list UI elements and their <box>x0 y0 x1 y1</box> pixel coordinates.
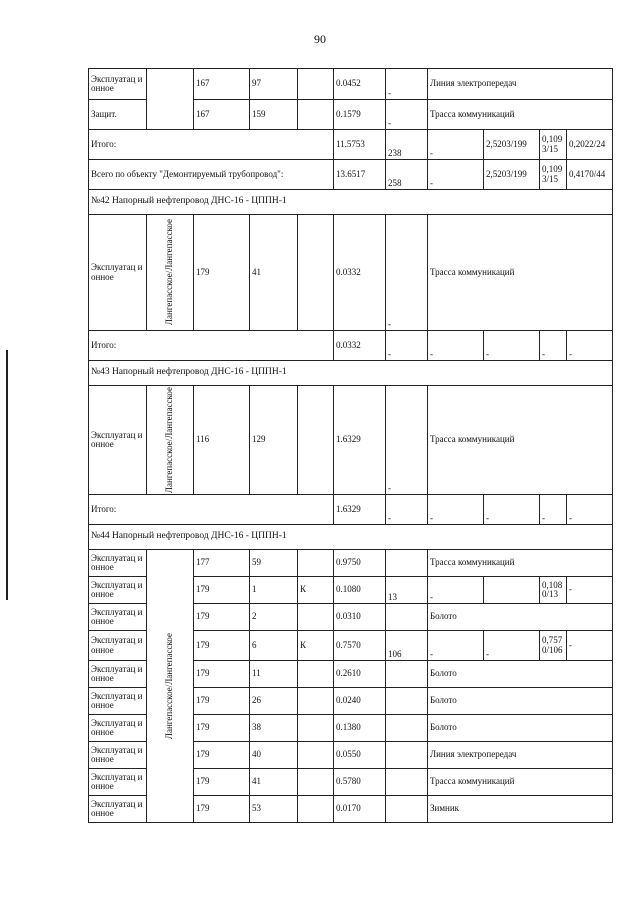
cell-dash: - <box>386 215 428 331</box>
cell-desc: Трасса коммуникаций <box>428 386 613 495</box>
cell-vyd: 59 <box>250 550 298 577</box>
cell-k <box>298 215 334 331</box>
cell-area: 0.0452 <box>334 69 386 100</box>
grand-total-a: 2,5203/199 <box>484 160 540 190</box>
cell-c: - <box>567 577 613 604</box>
cell-k <box>298 688 334 715</box>
cell-count: 13 <box>386 577 428 604</box>
table-row <box>89 215 613 331</box>
grand-total-b: 0,109 3/15 <box>540 160 567 190</box>
cell-kv: 167 <box>194 100 250 130</box>
cell-vyd: 26 <box>250 688 298 715</box>
cell-vyd: 41 <box>250 215 298 331</box>
total-dash: - <box>386 495 428 525</box>
cell-area: 0.0550 <box>334 742 386 769</box>
cell-kv: 116 <box>194 386 250 495</box>
section-header-row <box>89 190 613 215</box>
cell-area: 0.2610 <box>334 661 386 688</box>
cell-desc: Болото <box>428 715 613 742</box>
cell-vyd: 38 <box>250 715 298 742</box>
cell-type: Эксплуатац ионное <box>89 661 147 688</box>
cell-count <box>386 661 428 688</box>
table-row <box>89 386 613 495</box>
grand-total-count: 258 <box>386 160 428 190</box>
cell-area: 0.1080 <box>334 577 386 604</box>
cell-kv: 177 <box>194 550 250 577</box>
total-dash: - <box>428 331 484 361</box>
cell-count <box>386 796 428 823</box>
forestry-label: Лангепасское/Лангепасское <box>164 219 175 326</box>
cell-area: 0.9750 <box>334 550 386 577</box>
cell-vyd: 1 <box>250 577 298 604</box>
total-b: 0,109 3/15 <box>540 130 567 160</box>
total-c: 0,2022/24 <box>567 130 613 160</box>
cell-type: Эксплуатац ионное <box>89 577 147 604</box>
total-dash: - <box>540 331 567 361</box>
cell-type: Эксплуатац ионное <box>89 386 147 495</box>
cell-desc: Трасса коммуникаций <box>428 215 613 331</box>
cell-type: Эксплуатац ионное <box>89 215 147 331</box>
cell-count <box>386 550 428 577</box>
total-area: 0.0332 <box>334 331 386 361</box>
cell-k: К <box>298 577 334 604</box>
cell-desc: Болото <box>428 604 613 631</box>
section-header-row <box>89 361 613 386</box>
section-title-44: №44 Напорный нефтепровод ДНС-16 - ЦППН-1 <box>89 525 613 550</box>
cell-type: Защит. <box>89 100 147 130</box>
cell-desc: Линия электропередач <box>428 69 613 100</box>
table-row <box>89 550 613 577</box>
total-row <box>89 130 613 160</box>
page-number: 90 <box>314 32 326 46</box>
cell-k <box>298 715 334 742</box>
cell-forestry <box>147 386 194 495</box>
cell-dash: - <box>386 386 428 495</box>
total-dash: - <box>567 331 613 361</box>
cell-count <box>386 742 428 769</box>
total-a: 2,5203/199 <box>484 130 540 160</box>
total-area: 11.5753 <box>334 130 386 160</box>
total-dash: - <box>540 495 567 525</box>
cell-k <box>298 796 334 823</box>
cell-vyd: 53 <box>250 796 298 823</box>
cell-area: 0.5780 <box>334 769 386 796</box>
cell-k <box>298 661 334 688</box>
cell-kv: 167 <box>194 69 250 100</box>
total-dash: - <box>428 130 484 160</box>
cell-desc: Трасса коммуникаций <box>428 769 613 796</box>
section-header-row <box>89 525 613 550</box>
cell-k <box>298 742 334 769</box>
cell-type: Эксплуатац ионное <box>89 69 147 100</box>
grand-total-dash: - <box>428 160 484 190</box>
cell-area: 0.1579 <box>334 100 386 130</box>
cell-desc: Болото <box>428 688 613 715</box>
cell-vyd: 97 <box>250 69 298 100</box>
cell-type: Эксплуатац ионное <box>89 769 147 796</box>
section-title-43: №43 Напорный нефтепровод ДНС-16 - ЦППН-1 <box>89 361 613 386</box>
total-count: 238 <box>386 130 428 160</box>
grand-total-area: 13.6517 <box>334 160 386 190</box>
forestry-label: Лангепасское/Лангепасское <box>164 633 175 740</box>
cell-count <box>386 688 428 715</box>
cell-kv: 179 <box>194 715 250 742</box>
cell-type: Эксплуатац ионное <box>89 550 147 577</box>
total-label: Итого: <box>89 331 334 361</box>
cell-vyd: 40 <box>250 742 298 769</box>
cell-c: - <box>567 631 613 661</box>
total-row <box>89 331 613 361</box>
cell-kv: 179 <box>194 631 250 661</box>
cell-k <box>298 604 334 631</box>
cell-count <box>386 604 428 631</box>
cell-area: 0.7570 <box>334 631 386 661</box>
cell-desc: Зимник <box>428 796 613 823</box>
total-dash: - <box>567 495 613 525</box>
cell-desc: Болото <box>428 661 613 688</box>
cell-forestry <box>147 69 194 130</box>
cell-kv: 179 <box>194 661 250 688</box>
total-dash: - <box>428 495 484 525</box>
cell-type: Эксплуатац ионное <box>89 631 147 661</box>
cell-type: Эксплуатац ионное <box>89 604 147 631</box>
cell-area: 0.1380 <box>334 715 386 742</box>
grand-total-label: Всего по объекту "Демонтируемый трубопровод": <box>89 160 334 190</box>
cell-dash: - <box>428 577 484 604</box>
section-title-42: №42 Напорный нефтепровод ДНС-16 - ЦППН-1 <box>89 190 613 215</box>
cell-dash: - <box>386 100 428 130</box>
cell-desc: Линия электропередач <box>428 742 613 769</box>
total-dash: - <box>484 495 540 525</box>
total-label: Итого: <box>89 495 334 525</box>
cell-vyd: 6 <box>250 631 298 661</box>
cell-a <box>484 577 540 604</box>
cell-count <box>386 769 428 796</box>
cell-kv: 179 <box>194 577 250 604</box>
cell-area: 0.0332 <box>334 215 386 331</box>
cell-area: 0.0310 <box>334 604 386 631</box>
cell-k: К <box>298 631 334 661</box>
cell-area: 1.6329 <box>334 386 386 495</box>
cell-forestry <box>147 550 194 823</box>
cell-area: 0.0240 <box>334 688 386 715</box>
cell-kv: 179 <box>194 769 250 796</box>
cell-kv: 179 <box>194 688 250 715</box>
cell-b: 0,757 0/106 <box>540 631 567 661</box>
cell-type: Эксплуатац ионное <box>89 796 147 823</box>
cell-kv: 179 <box>194 604 250 631</box>
cell-type: Эксплуатац ионное <box>89 742 147 769</box>
cell-kv: 179 <box>194 796 250 823</box>
cell-vyd: 159 <box>250 100 298 130</box>
cell-dash: - <box>386 69 428 100</box>
cell-forestry <box>147 215 194 331</box>
cell-type: Эксплуатац ионное <box>89 688 147 715</box>
cell-vyd: 11 <box>250 661 298 688</box>
cell-a: - <box>484 631 540 661</box>
cell-vyd: 2 <box>250 604 298 631</box>
cell-desc: Трасса коммуникаций <box>428 550 613 577</box>
cell-desc: Трасса коммуникаций <box>428 100 613 130</box>
total-row <box>89 495 613 525</box>
cell-count: 106 <box>386 631 428 661</box>
cell-vyd: 41 <box>250 769 298 796</box>
cell-b: 0,108 0/13 <box>540 577 567 604</box>
forestry-label: Лангепасское/Лангепасское <box>164 387 175 494</box>
total-dash: - <box>386 331 428 361</box>
cell-dash: - <box>428 631 484 661</box>
cell-vyd: 129 <box>250 386 298 495</box>
total-dash: - <box>484 331 540 361</box>
cell-area: 0.0170 <box>334 796 386 823</box>
grand-total-c: 0,4170/44 <box>567 160 613 190</box>
table-row <box>89 69 613 100</box>
cell-count <box>386 715 428 742</box>
total-area: 1.6329 <box>334 495 386 525</box>
cell-k <box>298 386 334 495</box>
cell-type: Эксплуатац ионное <box>89 715 147 742</box>
cell-k <box>298 69 334 100</box>
cell-k <box>298 100 334 130</box>
grand-total-row <box>89 160 613 190</box>
cell-k <box>298 769 334 796</box>
total-label: Итого: <box>89 130 334 160</box>
cell-kv: 179 <box>194 215 250 331</box>
cell-kv: 179 <box>194 742 250 769</box>
forest-plot-table <box>88 68 613 823</box>
margin-mark <box>6 350 8 600</box>
cell-k <box>298 550 334 577</box>
